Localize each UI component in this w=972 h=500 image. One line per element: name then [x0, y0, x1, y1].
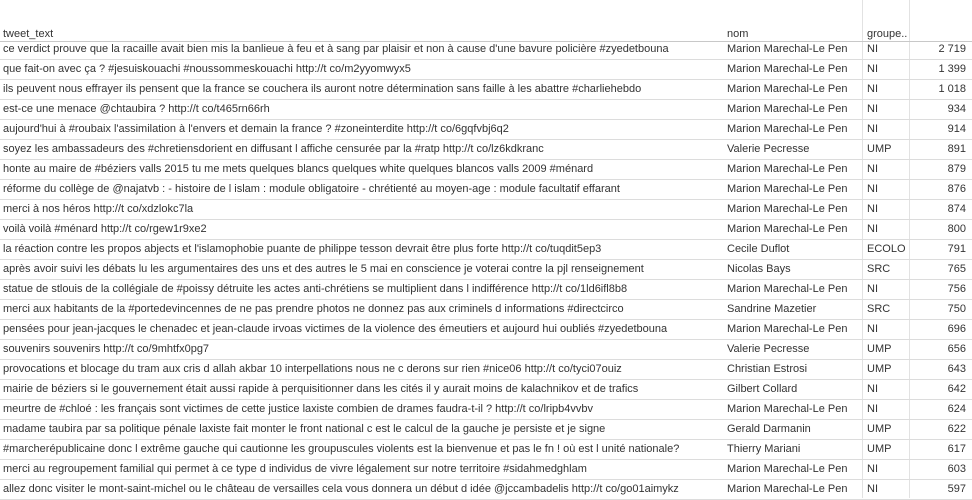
value-cell: 624 — [947, 403, 966, 415]
table-row[interactable] — [0, 220, 972, 240]
value-cell: 696 — [947, 323, 966, 335]
value-cell: 1 018 — [938, 83, 966, 95]
value-cell: 642 — [947, 383, 966, 395]
tweet-text-cell: voilà voilà #ménard http://t co/rgew1r9xe2 — [3, 223, 207, 235]
value-cell: 597 — [947, 483, 966, 495]
table-row[interactable] — [0, 60, 972, 80]
table-row[interactable] — [0, 440, 972, 460]
table-row[interactable] — [0, 420, 972, 440]
groupe-cell: ECOLO — [867, 243, 906, 255]
value-cell: 756 — [947, 283, 966, 295]
value-cell: 891 — [947, 143, 966, 155]
nom-cell: Marion Marechal-Le Pen — [727, 483, 848, 495]
nom-cell: Marion Marechal-Le Pen — [727, 403, 848, 415]
groupe-cell: NI — [867, 383, 878, 395]
table-row[interactable] — [0, 160, 972, 180]
tweet-text-cell: merci aux habitants de la #portedevincennes de ne pas prendre photos ne donnez pas aux criminels d informations #directcirco — [3, 303, 624, 315]
nom-cell: Marion Marechal-Le Pen — [727, 123, 848, 135]
tweet-text-cell: la réaction contre les propos abjects et l'islamophobie puante de philippe tesson devrait être plus forte http://t co/tuqdit5ep3 — [3, 243, 602, 255]
groupe-cell: NI — [867, 483, 878, 495]
table-row[interactable] — [0, 340, 972, 360]
tweet-text-cell: est-ce une menace @chtaubira ? http://t co/t465rn66rh — [3, 103, 270, 115]
nom-cell: Marion Marechal-Le Pen — [727, 43, 848, 55]
column-header-nom[interactable]: nom — [727, 28, 749, 40]
table-row[interactable] — [0, 80, 972, 100]
groupe-cell: UMP — [867, 423, 892, 435]
table-row[interactable] — [0, 260, 972, 280]
nom-cell: Marion Marechal-Le Pen — [727, 203, 848, 215]
tweet-text-cell: souvenirs souvenirs http://t co/9mhtfx0pg7 — [3, 343, 210, 355]
nom-cell: Marion Marechal-Le Pen — [727, 183, 848, 195]
nom-cell: Valerie Pecresse — [727, 143, 810, 155]
table-row[interactable] — [0, 480, 972, 500]
value-cell: 617 — [947, 443, 966, 455]
value-cell: 765 — [947, 263, 966, 275]
nom-cell: Marion Marechal-Le Pen — [727, 63, 848, 75]
nom-cell: Christian Estrosi — [727, 363, 808, 375]
value-cell: 874 — [947, 203, 966, 215]
value-cell: 656 — [947, 343, 966, 355]
table-row[interactable] — [0, 120, 972, 140]
column-header-tweet-text[interactable]: tweet_text — [3, 28, 54, 40]
groupe-cell: UMP — [867, 143, 892, 155]
nom-cell: Marion Marechal-Le Pen — [727, 323, 848, 335]
nom-cell: Marion Marechal-Le Pen — [727, 83, 848, 95]
groupe-cell: NI — [867, 403, 878, 415]
nom-cell: Marion Marechal-Le Pen — [727, 463, 848, 475]
tweet-text-cell: honte au maire de #béziers valls 2015 tu me mets quelques blancs quelques white quelques blancos valls 2009 #ménard — [3, 163, 594, 175]
nom-cell: Marion Marechal-Le Pen — [727, 163, 848, 175]
value-cell: 2 719 — [938, 43, 966, 55]
groupe-cell: NI — [867, 103, 878, 115]
tweet-text-cell: aujourd'hui à #roubaix l'assimilation à l'envers et demain la france ? #zoneinterdite http://t co/6gqfvbj6q2 — [3, 123, 509, 135]
tweet-text-cell: merci à nos héros http://t co/xdzlokc7la — [3, 203, 194, 215]
groupe-cell: SRC — [867, 263, 891, 275]
groupe-cell: UMP — [867, 343, 892, 355]
value-cell: 750 — [947, 303, 966, 315]
table-row[interactable] — [0, 380, 972, 400]
value-cell: 879 — [947, 163, 966, 175]
value-cell: 914 — [947, 123, 966, 135]
tweet-text-cell: pensées pour jean-jacques le chenadec et jean-claude irvoas victimes de la violence des émeutiers et aujourd hui oubliés #zyedetbouna — [3, 323, 668, 335]
nom-cell: Valerie Pecresse — [727, 343, 810, 355]
table-row[interactable] — [0, 320, 972, 340]
value-cell: 791 — [947, 243, 966, 255]
groupe-cell: NI — [867, 63, 878, 75]
tweet-text-cell: ce verdict prouve que la racaille avait bien mis la banlieue à feu et à sang par plaisir et non à cause d'une bavure policière #zyedetbouna — [3, 43, 669, 55]
nom-cell: Marion Marechal-Le Pen — [727, 103, 848, 115]
nom-cell: Marion Marechal-Le Pen — [727, 223, 848, 235]
table-row[interactable] — [0, 400, 972, 420]
table-row[interactable] — [0, 140, 972, 160]
value-cell: 622 — [947, 423, 966, 435]
tweet-text-cell: mairie de béziers si le gouvernement était aussi rapide à perquisitionner dans les cités il y aurait moins de kalachnikov et de trafics — [3, 383, 639, 395]
table-row[interactable] — [0, 280, 972, 300]
groupe-cell: NI — [867, 463, 878, 475]
tweet-text-cell: madame taubira par sa politique pénale laxiste fait monter le front national c est le calcul de la gauche je persiste et je signe — [3, 423, 606, 435]
tweet-text-cell: ils peuvent nous effrayer ils pensent que la france se couchera ils auront notre détermination sans faille à les abattre #charliehebdo — [3, 83, 642, 95]
table-row[interactable] — [0, 100, 972, 120]
nom-cell: Marion Marechal-Le Pen — [727, 283, 848, 295]
tweet-text-cell: statue de stlouis de la collégiale de #poissy détruite les actes anti-chrétiens se multiplient dans l indifférence http://t co/1ld6ifl8b8 — [3, 283, 628, 295]
column-header-groupe[interactable]: groupe.. — [867, 28, 908, 40]
value-cell: 934 — [947, 103, 966, 115]
groupe-cell: NI — [867, 223, 878, 235]
nom-cell: Nicolas Bays — [727, 263, 791, 275]
value-cell: 1 399 — [938, 63, 966, 75]
nom-cell: Thierry Mariani — [727, 443, 801, 455]
groupe-cell: UMP — [867, 363, 892, 375]
groupe-cell: NI — [867, 323, 878, 335]
nom-cell: Sandrine Mazetier — [727, 303, 817, 315]
groupe-cell: UMP — [867, 443, 892, 455]
value-cell: 603 — [947, 463, 966, 475]
table-row[interactable] — [0, 240, 972, 260]
tweet-text-cell: soyez les ambassadeurs des #chretiensdorient en diffusant l affiche censurée par la #ratp http://t co/lz6kdkranc — [3, 143, 544, 155]
tweet-text-cell: que fait-on avec ça ? #jesuiskouachi #noussommeskouachi http://t co/m2yyomwyx5 — [3, 63, 411, 75]
groupe-cell: NI — [867, 123, 878, 135]
groupe-cell: NI — [867, 43, 878, 55]
tweet-text-cell: après avoir suivi les débats lu les argumentaires des uns et des autres le 5 mai en conscience je voterai contre la pjl renseignement — [3, 263, 644, 275]
value-cell: 800 — [947, 223, 966, 235]
value-cell: 643 — [947, 363, 966, 375]
tweet-text-cell: meurtre de #chloé : les français sont victimes de cette justice laxiste combien de drames faudra-t-il ? http://t co/lripb4vvbv — [3, 403, 593, 415]
groupe-cell: SRC — [867, 303, 891, 315]
groupe-cell: NI — [867, 163, 878, 175]
tweet-text-cell: #marcherépublicaine donc l extrême gauche qui cautionne les groupuscules violents est la bienvenue et pas le fn ! où est l unité nationale? — [3, 443, 680, 455]
nom-cell: Gilbert Collard — [727, 383, 798, 395]
table-row[interactable] — [0, 360, 972, 380]
table-row[interactable] — [0, 200, 972, 220]
nom-cell: Gerald Darmanin — [727, 423, 811, 435]
groupe-cell: NI — [867, 183, 878, 195]
nom-cell: Cecile Duflot — [727, 243, 790, 255]
groupe-cell: NI — [867, 203, 878, 215]
table-row[interactable] — [0, 300, 972, 320]
tweet-text-cell: provocations et blocage du tram aux cris d allah akbar 10 interpellations nous ne c derons sur rien #nice06 http://t co/tyci07ouiz — [3, 363, 622, 375]
table-row[interactable] — [0, 180, 972, 200]
tweet-text-cell: merci au regroupement familial qui permet à ce type d individus de vivre légalement sur notre territoire #sidahmedghlam — [3, 463, 587, 475]
groupe-cell: NI — [867, 83, 878, 95]
table-body — [0, 40, 972, 500]
tweet-text-cell: réforme du collège de @najatvb : - histoire de l islam : module obligatoire - chrétienté au moyen-age : module facultatif effarant — [3, 183, 620, 195]
tweet-text-cell: allez donc visiter le mont-saint-michel ou le château de versailles cela vous donnera un début d idée @jccambadelis http://t co/go01aimykz — [3, 483, 679, 495]
table-row[interactable] — [0, 40, 972, 60]
value-cell: 876 — [947, 183, 966, 195]
groupe-cell: NI — [867, 283, 878, 295]
table-row[interactable] — [0, 460, 972, 480]
